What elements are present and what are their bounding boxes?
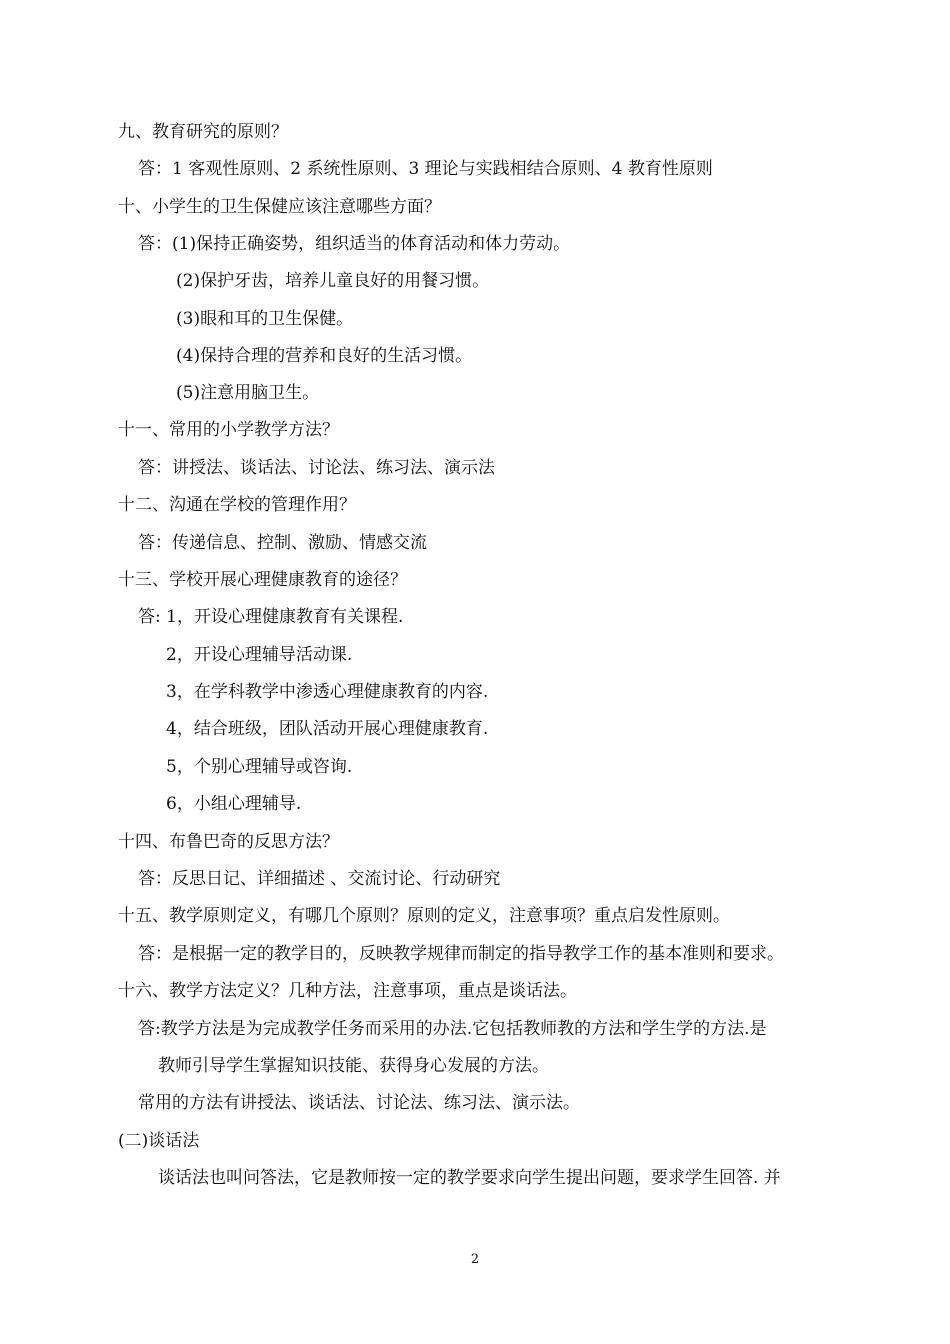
question-9: 九、教育研究的原则？ — [118, 122, 288, 142]
body-paragraph: 谈话法也叫问答法，它是教师按一定的教学要求向学生提出问题，要求学生回答. 并 — [158, 1168, 781, 1188]
answer-9: 答：1 客观性原则、2 系统性原则、3 理论与实践相结合原则、4 教育性原则 — [138, 159, 713, 179]
common-methods: 常用的方法有讲授法、谈话法、讨论法、练习法、演示法。 — [138, 1093, 580, 1113]
question-15: 十五、教学原则定义，有哪几个原则？原则的定义，注意事项？重点启发性原则。 — [118, 906, 730, 926]
answer-15: 答：是根据一定的教学目的，反映教学规律而制定的指导教学工作的基本准则和要求。 — [138, 944, 784, 964]
section-heading: (二)谈话法 — [118, 1131, 200, 1151]
answer-10-item-2: (2)保护牙齿，培养儿童良好的用餐习惯。 — [176, 271, 490, 291]
question-11: 十一、常用的小学教学方法？ — [118, 420, 339, 440]
question-13: 十三、学校开展心理健康教育的途径？ — [118, 570, 407, 590]
answer-10-item-3: (3)眼和耳的卫生保健。 — [176, 309, 354, 329]
answer-13-item-4: 4，结合班级，团队活动开展心理健康教育. — [166, 719, 489, 739]
answer-10-item-4: (4)保持合理的营养和良好的生活习惯。 — [176, 346, 473, 366]
answer-13-item-1: 答: 1，开设心理健康教育有关课程. — [138, 607, 404, 627]
question-16: 十六、教学方法定义？几种方法，注意事项，重点是谈话法。 — [118, 981, 577, 1001]
answer-11: 答：讲授法、谈话法、讨论法、练习法、演示法 — [138, 458, 495, 478]
answer-10-item-5: (5)注意用脑卫生。 — [176, 383, 320, 403]
answer-10-item-1: 答：(1)保持正确姿势，组织适当的体育活动和体力劳动。 — [138, 234, 571, 254]
answer-16-line-2: 教师引导学生掌握知识技能、获得身心发展的方法。 — [158, 1056, 549, 1076]
question-10: 十、小学生的卫生保健应该注意哪些方面？ — [118, 197, 441, 217]
answer-13-item-5: 5，个别心理辅导或咨询. — [166, 757, 353, 777]
answer-13-item-2: 2，开设心理辅导活动课. — [166, 645, 353, 665]
question-12: 十二、沟通在学校的管理作用？ — [118, 495, 356, 515]
answer-13-item-6: 6，小组心理辅导. — [166, 794, 302, 814]
answer-14: 答：反思日记、详细描述 、交流讨论、行动研究 — [138, 869, 501, 889]
answer-13-item-3: 3，在学科教学中渗透心理健康教育的内容. — [166, 682, 489, 702]
answer-16-line-1: 答:教学方法是为完成教学任务而采用的办法.它包括教师教的方法和学生学的方法.是 — [138, 1019, 767, 1039]
question-14: 十四、布鲁巴奇的反思方法？ — [118, 832, 339, 852]
answer-12: 答：传递信息、控制、激励、情感交流 — [138, 533, 427, 553]
page-number: 2 — [470, 1252, 480, 1267]
